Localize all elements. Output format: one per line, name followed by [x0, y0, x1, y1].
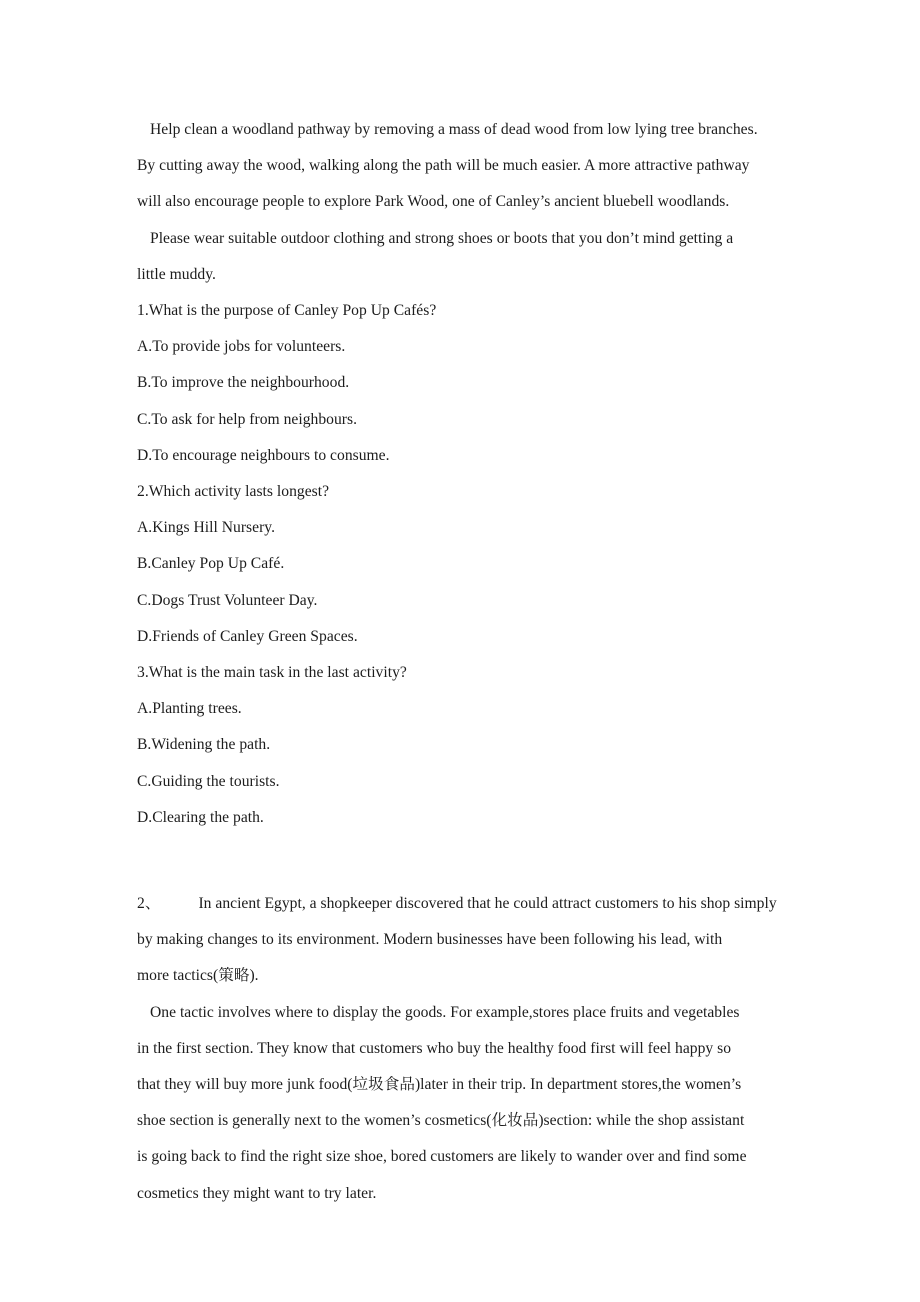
passage-one-paragraph-1	[137, 112, 790, 221]
paragraph-line: more tactics(策略).	[137, 967, 259, 985]
question-1	[137, 293, 790, 474]
passage-number-label: 2、	[137, 895, 161, 913]
question-option-c[interactable]: C.Guiding the tourists.	[137, 772, 280, 790]
question-3	[137, 655, 790, 836]
paragraph-text: In ancient Egypt, a shopkeeper discovered that he could attract customers to his shop simply	[198, 895, 777, 913]
paragraph-line: shoe section is generally next to the women’s cosmetics(化妆品)section: while the shop assistant	[137, 1112, 745, 1130]
question-option-d[interactable]: D.Clearing the path.	[137, 808, 264, 826]
paragraph-line: cosmetics they might want to try later.	[137, 1184, 377, 1202]
question-option-c[interactable]: C.To ask for help from neighbours.	[137, 410, 358, 428]
question-stem: 3.What is the main task in the last activity?	[137, 664, 407, 682]
paragraph-line: One tactic involves where to display the goods. For example,stores place fruits and vegetables	[150, 1003, 740, 1021]
paragraph-line: will also encourage people to explore Park Wood, one of Canley’s ancient bluebell woodlands.	[137, 193, 730, 211]
question-option-a[interactable]: A.To provide jobs for volunteers.	[137, 338, 346, 356]
paragraph-line: little muddy.	[137, 265, 216, 283]
paragraph-line: that they will buy more junk food(垃圾食品)later in their trip. In department stores,the women’s	[137, 1076, 742, 1094]
question-option-d[interactable]: D.Friends of Canley Green Spaces.	[137, 627, 358, 645]
passage-two	[137, 886, 790, 1212]
passage-separator	[137, 836, 790, 886]
question-stem: 2.Which activity lasts longest?	[137, 483, 330, 501]
question-option-b[interactable]: B.Widening the path.	[137, 736, 271, 754]
question-stem: 1.What is the purpose of Canley Pop Up Cafés?	[137, 302, 437, 320]
paragraph-line: Help clean a woodland pathway by removing a mass of dead wood from low lying tree branches.	[150, 121, 758, 138]
paragraph-line-with-number	[137, 886, 790, 922]
passage-two-paragraph-1	[137, 886, 790, 995]
paragraph-line: Please wear suitable outdoor clothing and strong shoes or boots that you don’t mind getting a	[150, 229, 734, 247]
passage-one-paragraph-2	[137, 221, 790, 293]
question-option-a[interactable]: A.Planting trees.	[137, 700, 242, 718]
question-option-d[interactable]: D.To encourage neighbours to consume.	[137, 446, 390, 464]
question-option-b[interactable]: B.To improve the neighbourhood.	[137, 374, 350, 392]
paragraph-line: By cutting away the wood, walking along the path will be much easier. A more attractive pathway	[137, 157, 750, 175]
paragraph-line: in the first section. They know that customers who buy the healthy food first will feel happy so	[137, 1039, 732, 1057]
question-option-c[interactable]: C.Dogs Trust Volunteer Day.	[137, 591, 318, 609]
paragraph-line: by making changes to its environment. Modern businesses have been following his lead, with	[137, 931, 723, 949]
passage-two-paragraph-2	[137, 995, 790, 1212]
question-option-a[interactable]: A.Kings Hill Nursery.	[137, 519, 276, 537]
question-option-b[interactable]: B.Canley Pop Up Café.	[137, 555, 285, 573]
paragraph-line: is going back to find the right size shoe, bored customers are likely to wander over and find some	[137, 1148, 747, 1166]
question-2	[137, 474, 790, 655]
passage-one	[137, 112, 790, 836]
